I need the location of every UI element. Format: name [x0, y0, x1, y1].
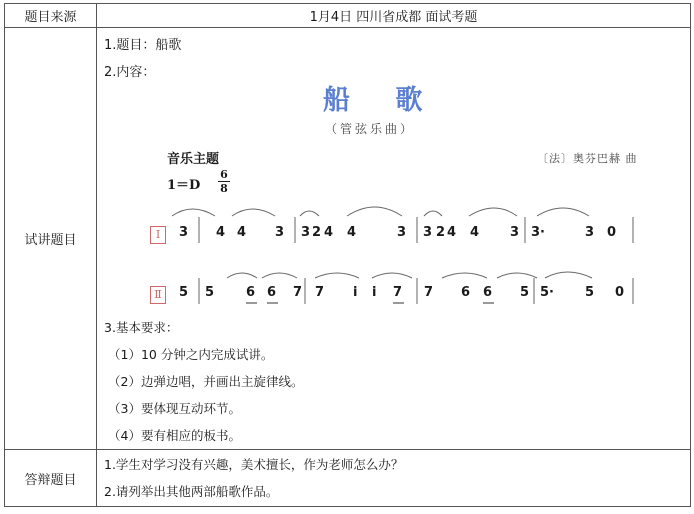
defense-question: 2.请列举出其他两部船歌作品。: [104, 484, 279, 499]
row1-note: 2: [436, 225, 446, 240]
row2-note: 7: [393, 285, 403, 300]
lecture-content: [97, 28, 691, 450]
time-top: 6: [220, 168, 228, 181]
theme-label: 音乐主题: [167, 152, 220, 167]
row2-note: 5: [179, 285, 189, 300]
row1-note: 3: [585, 225, 595, 240]
source-label: 题目来源: [5, 4, 97, 28]
row2-note: i: [353, 285, 358, 300]
score-title: 船 歌: [323, 85, 441, 116]
row1-note: 2: [312, 225, 322, 240]
row2-marker: Ⅱ: [150, 286, 166, 304]
row1-note: 3: [275, 225, 285, 240]
row1-note: 4: [324, 225, 334, 240]
row1-note: 3: [179, 225, 189, 240]
source-row: [5, 4, 691, 28]
row1-note: 4: [470, 225, 480, 240]
defense-area: [97, 450, 690, 506]
topic-line: 1.题目：船歌: [104, 38, 182, 53]
row2-note: 5: [585, 285, 595, 300]
lecture-label: 试讲题目: [5, 28, 97, 450]
lecture-content-area: [97, 28, 690, 449]
composer: 〔法〕奥芬巴赫 曲: [537, 152, 638, 165]
row1-note: 3: [423, 225, 433, 240]
requirement-item: （2）边弹边唱，并画出主旋律线。: [108, 374, 304, 389]
row2-note: 5: [205, 285, 215, 300]
row2-note: 0: [615, 285, 625, 300]
defense-question: 1.学生对学习没有兴趣，美术擅长，作为老师怎么办？: [104, 457, 404, 472]
requirements-title: 3.基本要求：: [104, 320, 179, 335]
row1-note: 3: [301, 225, 311, 240]
row1-note: 4: [216, 225, 226, 240]
row1-marker: Ⅰ: [150, 226, 166, 244]
row2-note: 7: [424, 285, 434, 300]
row1-note: 0: [607, 225, 617, 240]
row1-note: 3: [397, 225, 407, 240]
time-bottom: 8: [218, 181, 230, 195]
row1-note: 3·: [531, 225, 545, 240]
score-subtitle: （管弦乐曲）: [325, 122, 416, 136]
requirement-item: （3）要体现互动环节。: [108, 401, 241, 416]
row1-note: 4: [347, 225, 357, 240]
row2-note: 6: [246, 285, 256, 300]
row1-note: 4: [237, 225, 247, 240]
defense-label: 答辩题目: [5, 450, 97, 507]
row2-note: 7: [293, 285, 303, 300]
row2-note: 6: [461, 285, 471, 300]
defense-content: [97, 450, 691, 507]
requirement-item: （1）10 分钟之内完成试讲。: [108, 347, 274, 362]
requirement-item: （4）要有相应的板书。: [108, 428, 241, 443]
source-value: 1月4日 四川省成都 面试考题: [97, 4, 691, 28]
row2-note: 6: [267, 285, 277, 300]
lecture-row: [5, 28, 691, 450]
row2-note: 5: [520, 285, 530, 300]
row1-note: 4: [447, 225, 457, 240]
row1-note: 3: [510, 225, 520, 240]
row2-note: 7: [315, 285, 325, 300]
exam-table: [4, 3, 691, 507]
content-line: 2.内容：: [104, 65, 156, 80]
row2-note: 5·: [540, 285, 554, 300]
row2-note: i: [372, 285, 377, 300]
row2-note: 6: [483, 285, 493, 300]
key-signature: 1＝D: [167, 178, 201, 193]
defense-row: [5, 450, 691, 507]
